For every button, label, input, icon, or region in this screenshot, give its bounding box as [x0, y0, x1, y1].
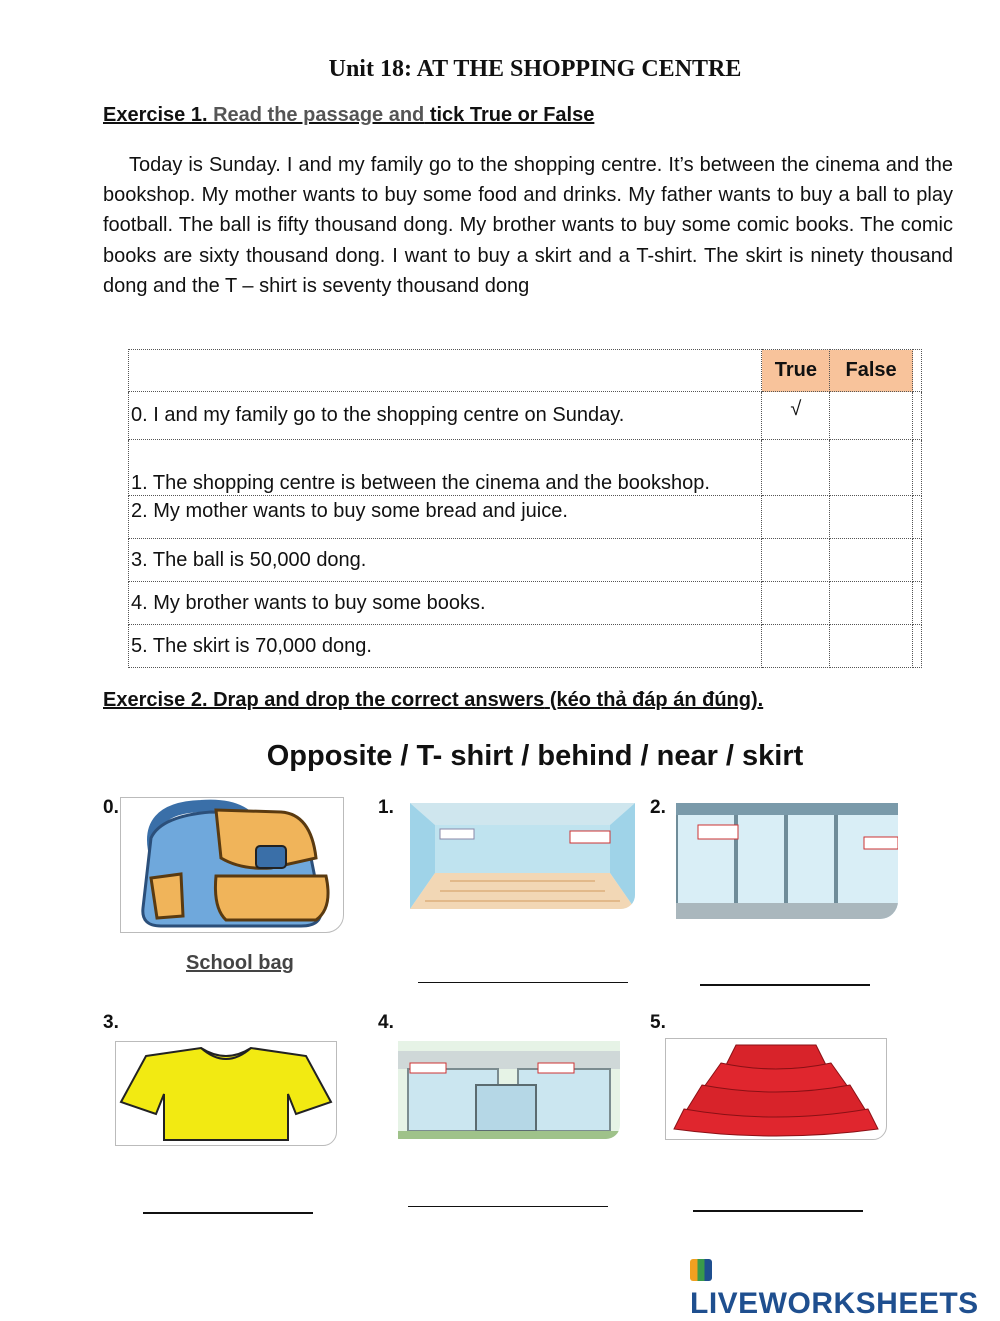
true-false-table — [128, 349, 922, 668]
answer-blank-3[interactable] — [143, 1212, 313, 1214]
true-answer-cell[interactable] — [762, 440, 830, 496]
exercise1-instruction-read: Read the passage and — [207, 104, 425, 126]
header-false: False — [830, 350, 913, 392]
statement-cell: 0. I and my family go to the shopping centre on Sunday. — [129, 392, 762, 440]
exercise1-heading — [103, 104, 594, 127]
item-number: 3. — [103, 1012, 119, 1033]
true-answer-cell[interactable] — [762, 625, 830, 668]
table-row — [129, 496, 922, 539]
statement-cell: 3. The ball is 50,000 dong. — [129, 539, 762, 582]
passage-text: Today is Sunday. I and my family go to the shopping centre. It’s between the cinema and the bookshop. My mother wants to buy some food and drinks. My father wants to buy a ball to play football. The ball is fifty thousand dong. My brother wants to buy some comic books. The comic books are sixty thousand dong. I want to buy a skirt and a T-shirt. The skirt is ninety thousand dong and the T – shirt is seventy thousand dong — [103, 154, 953, 297]
exercise2-instruction: Exercise 2. Drap and drop the correct answers — [103, 689, 545, 711]
table-row — [129, 625, 922, 668]
table-row — [129, 582, 922, 625]
logo-text: LIVEWORKSHEETS — [690, 1287, 979, 1320]
shopping-centre-image-1 — [410, 803, 635, 909]
shopping-centre-image-2 — [676, 803, 898, 919]
shopping-centre-image-4 — [398, 1041, 620, 1139]
page-title: Unit 18: AT THE SHOPPING CENTRE — [328, 56, 742, 82]
true-answer-cell[interactable] — [762, 582, 830, 625]
statement-cell: 5. The skirt is 70,000 dong. — [129, 625, 762, 668]
exercise2-instruction-vi: (kéo thả đáp án đúng). — [549, 689, 764, 711]
false-answer-cell[interactable] — [830, 625, 913, 668]
table-row — [129, 392, 922, 440]
statement-cell: 1. The shopping centre is between the cinema and the bookshop. — [129, 440, 762, 496]
table-header-row — [129, 350, 922, 392]
table-row — [129, 539, 922, 582]
answer-blank-4[interactable] — [408, 1206, 608, 1207]
exercise1-label: Exercise 1. — [103, 104, 208, 126]
false-answer-cell[interactable] — [830, 496, 913, 539]
answer-blank-2[interactable] — [700, 984, 870, 986]
answer-blank-5[interactable] — [693, 1210, 863, 1212]
exercise2-heading — [103, 689, 763, 712]
school-bag-image — [120, 797, 344, 933]
true-answer-cell[interactable]: √ — [762, 392, 830, 440]
header-true: True — [762, 350, 830, 392]
liveworksheets-logo — [690, 1253, 1000, 1321]
word-bank[interactable]: Opposite / T- shirt / behind / near / skirt — [266, 740, 804, 772]
tshirt-image — [115, 1041, 337, 1146]
false-answer-cell[interactable] — [830, 392, 913, 440]
statement-cell: 4. My brother wants to buy some books. — [129, 582, 762, 625]
item-number: 2. — [650, 797, 666, 818]
skirt-image — [665, 1038, 887, 1140]
table-row — [129, 440, 922, 496]
item-number: 1. — [378, 797, 394, 818]
true-answer-cell[interactable] — [762, 539, 830, 582]
false-answer-cell[interactable] — [830, 582, 913, 625]
false-answer-cell[interactable] — [830, 539, 913, 582]
reading-passage — [103, 150, 953, 301]
logo-grid-icon — [690, 1259, 712, 1281]
answer-blank-1[interactable] — [418, 982, 628, 983]
item-number: 4. — [378, 1012, 394, 1033]
false-answer-cell[interactable] — [830, 440, 913, 496]
header-blank-cell — [129, 350, 762, 392]
statement-cell: 2. My mother wants to buy some bread and juice. — [129, 496, 762, 539]
item-number: 0. — [103, 797, 119, 818]
exercise1-instruction-tick: tick True or False — [424, 104, 595, 126]
true-answer-cell[interactable] — [762, 496, 830, 539]
answer-example: School bag — [186, 952, 294, 974]
item-number: 5. — [650, 1012, 666, 1033]
